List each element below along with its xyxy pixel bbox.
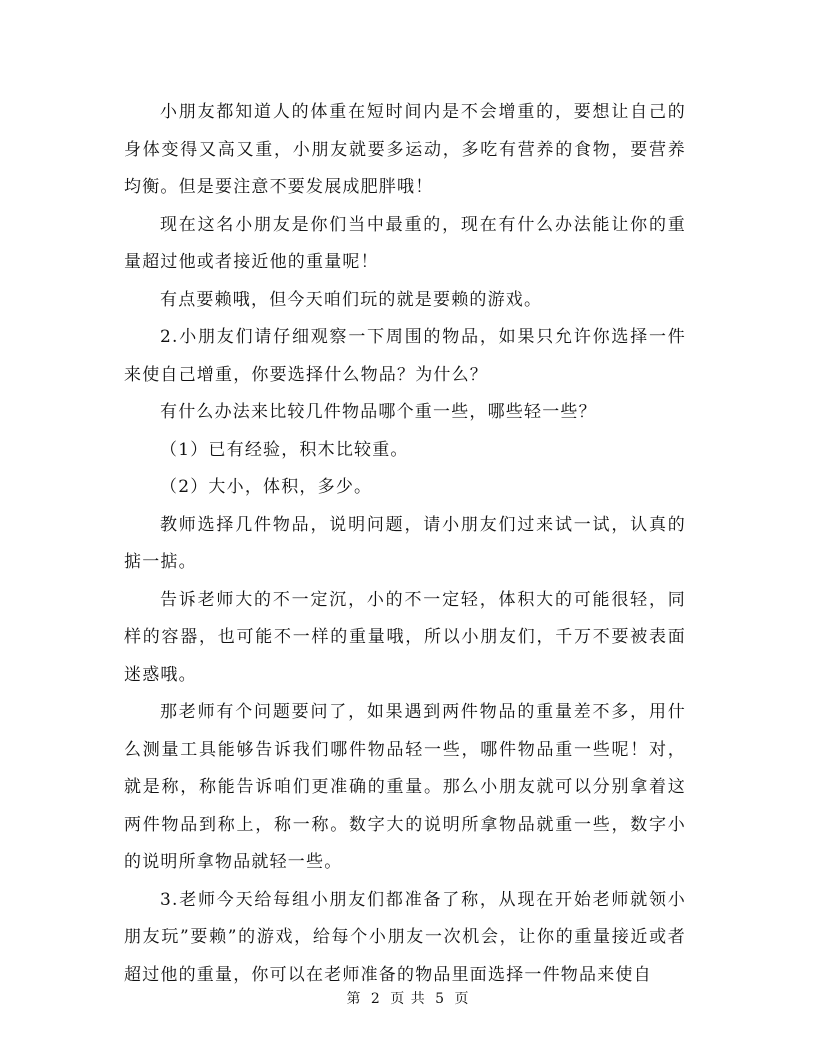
paragraph-10: 那老师有个问题要问了，如果遇到两件物品的重量差不多，用什么测量工具能够告诉我们哪件物品轻一些，哪件物品重一些呢！对，就是称，称能告诉咱们更准确的重量。那么小朋友就可以分别拿着这两件物品到称上，称一称。数字大的说明所拿物品就重一些，数字小的说明所拿物品就轻一些。 [124, 702, 686, 872]
footer-prefix: 第 [346, 991, 362, 1007]
footer-total-pages: 5 [435, 991, 446, 1007]
paragraph-9: 告诉老师大的不一定沉，小的不一定轻，体积大的可能很轻，同样的容器，也可能不一样的重量哦，所以小朋友们，千万不要被表面迷惑哦。 [124, 589, 686, 685]
paragraph-1: 小朋友都知道人的体重在短时间内是不会增重的，要想让自己的身体变得又高又重，小朋友就要多运动，多吃有营养的食物，要营养均衡。但是要注意不要发展成肥胖哦！ [124, 102, 686, 197]
footer-page-number: 2 [370, 991, 381, 1007]
document-body [124, 94, 686, 994]
paragraph-6: （1）已有经验，积木比较重。 [160, 439, 409, 460]
paragraph-5: 有什么办法来比较几件物品哪个重一些，哪些轻一些？ [160, 402, 597, 422]
footer-suffix: 页 [454, 991, 470, 1007]
page-footer [0, 988, 816, 1008]
paragraph-8: 教师选择几件物品，说明问题，请小朋友们过来试一试，认真的掂一掂。 [124, 514, 686, 572]
paragraph-7: （2）大小，体积，多少。 [160, 477, 373, 497]
paragraph-3: 有点要赖哦，但今天咱们玩的就是要赖的游戏。 [160, 289, 543, 310]
paragraph-2: 现在这名小朋友是你们当中最重的，现在有什么办法能让你的重量超过他或者接近他的重量呢！ [124, 214, 686, 272]
paragraph-11: 3.老师今天给每组小朋友们都准备了称，从现在开始老师就领小朋友玩”要赖”的游戏，给每个小朋友一次机会，让你的重量接近或者超过他的重量，你可以在老师准备的物品里面选择一件物品来使自 [124, 889, 686, 985]
footer-mid: 页 共 [390, 991, 426, 1007]
paragraph-4: 2.小朋友们请仔细观察一下周围的物品，如果只允许你选择一件来使自己增重，你要选择什么物品？为什么？ [124, 327, 686, 385]
